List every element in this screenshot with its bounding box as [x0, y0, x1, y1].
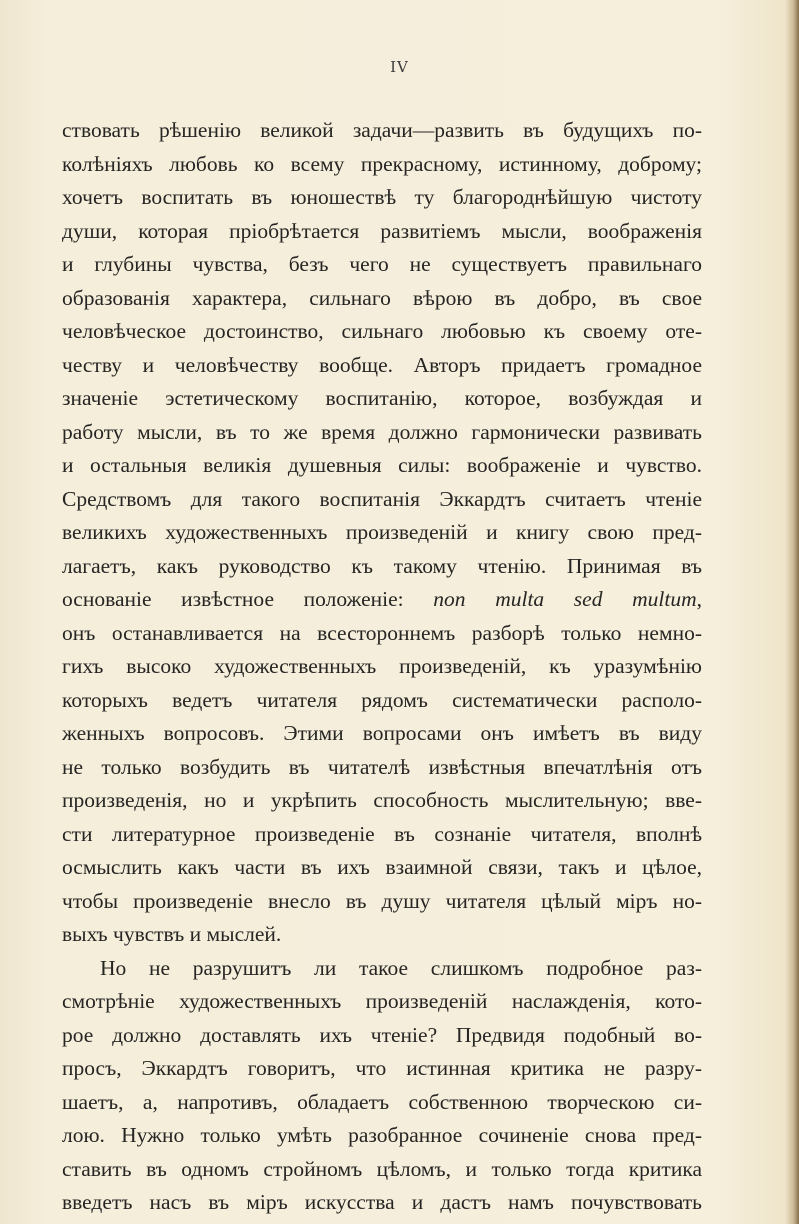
- text-line: осмыслить какъ части въ ихъ взаимной связи, такъ и цѣлое,: [62, 855, 702, 879]
- text-line: просъ, Эккардтъ говоритъ, что истинная критика не разру-: [62, 1056, 702, 1080]
- text-line: которыхъ ведетъ читателя рядомъ систематически располо-: [62, 687, 702, 712]
- text-line: рое должно доставлять ихъ чтеніе? Предвидя подобный во-: [62, 1022, 702, 1047]
- text-line: великихъ художественныхъ произведеній и книгу свою пред-: [62, 520, 702, 544]
- text-line: гихъ высоко художественныхъ произведеній, къ уразумѣнію: [62, 654, 702, 678]
- text-line: человѣческое достоинство, сильнаго любовью къ своему оте-: [62, 319, 702, 343]
- text-line: сти литературное произведеніе въ сознаніе читателя, вполнѣ: [62, 821, 702, 846]
- text-line: и остальныя великія душевныя силы: воображеніе и чувство.: [62, 453, 702, 477]
- line-text: основаніе извѣстное положеніе:: [62, 587, 434, 611]
- body-text: [62, 114, 702, 1220]
- page-number: IV: [390, 58, 409, 76]
- page-edge-shadow: [785, 0, 799, 1224]
- paragraph-end-line: выхъ чувствъ и мыслей.: [62, 922, 282, 946]
- text-line: образованія характера, сильнаго вѣрою въ добро, въ свое: [62, 285, 702, 310]
- text-line: лагаетъ, какъ руководство къ такому чтенію. Принимая въ: [62, 553, 702, 578]
- text-line: ствовать рѣшенію великой задачи—развить въ будущихъ по-: [62, 118, 702, 142]
- text-line: введетъ насъ въ міръ искусства и дастъ намъ почувствовать: [62, 1190, 702, 1214]
- text-line: онъ останавливается на всестороннемъ разборѣ только немно-: [62, 620, 702, 645]
- text-line: честву и человѣчеству вообще. Авторъ придаетъ громадное: [62, 352, 702, 377]
- latin-quote: non multa sed multum: [433, 587, 697, 611]
- text-line: Средствомъ для такого воспитанія Эккардтъ считаетъ чтеніе: [62, 486, 702, 511]
- text-line: чтобы произведеніе внесло въ душу читателя цѣлый міръ но-: [62, 888, 702, 913]
- text-line: лою. Нужно только умѣть разобранное сочиненіе снова пред-: [62, 1123, 702, 1147]
- paragraph-start-line: Но не разрушитъ ли такое слишкомъ подробное раз-: [100, 955, 702, 980]
- text-line: значеніе эстетическому воспитанію, которое, возбуждая и: [62, 386, 702, 410]
- text-line: женныхъ вопросовъ. Этими вопросами онъ имѣетъ въ виду: [62, 721, 702, 745]
- text-line: не только возбудить въ читателѣ извѣстныя впечатлѣнія отъ: [62, 754, 702, 779]
- text-line: смотрѣніе художественныхъ произведеній наслажденія, кото-: [62, 989, 702, 1013]
- text-line: произведенія, но и укрѣпить способность мыслительную; вве-: [62, 788, 702, 812]
- text-line: души, которая пріобрѣтается развитіемъ мысли, воображенія: [62, 218, 702, 243]
- text-line: шаетъ, а, напротивъ, обладаетъ собственною творческою си-: [62, 1089, 702, 1114]
- text-line-latin-quote: [62, 583, 702, 617]
- text-line: хочетъ воспитать въ юношествѣ ту благороднѣйшую чистоту: [62, 185, 702, 209]
- text-line: колѣніяхъ любовь ко всему прекрасному, истинному, доброму;: [62, 151, 702, 176]
- text-line: работу мысли, въ то же время должно гармонически развивать: [62, 419, 702, 444]
- text-line: и глубины чувства, безъ чего не существуетъ правильнаго: [62, 252, 702, 276]
- line-text: ,: [696, 587, 702, 611]
- text-line: ставить въ одномъ стройномъ цѣломъ, и только тогда критика: [62, 1156, 702, 1181]
